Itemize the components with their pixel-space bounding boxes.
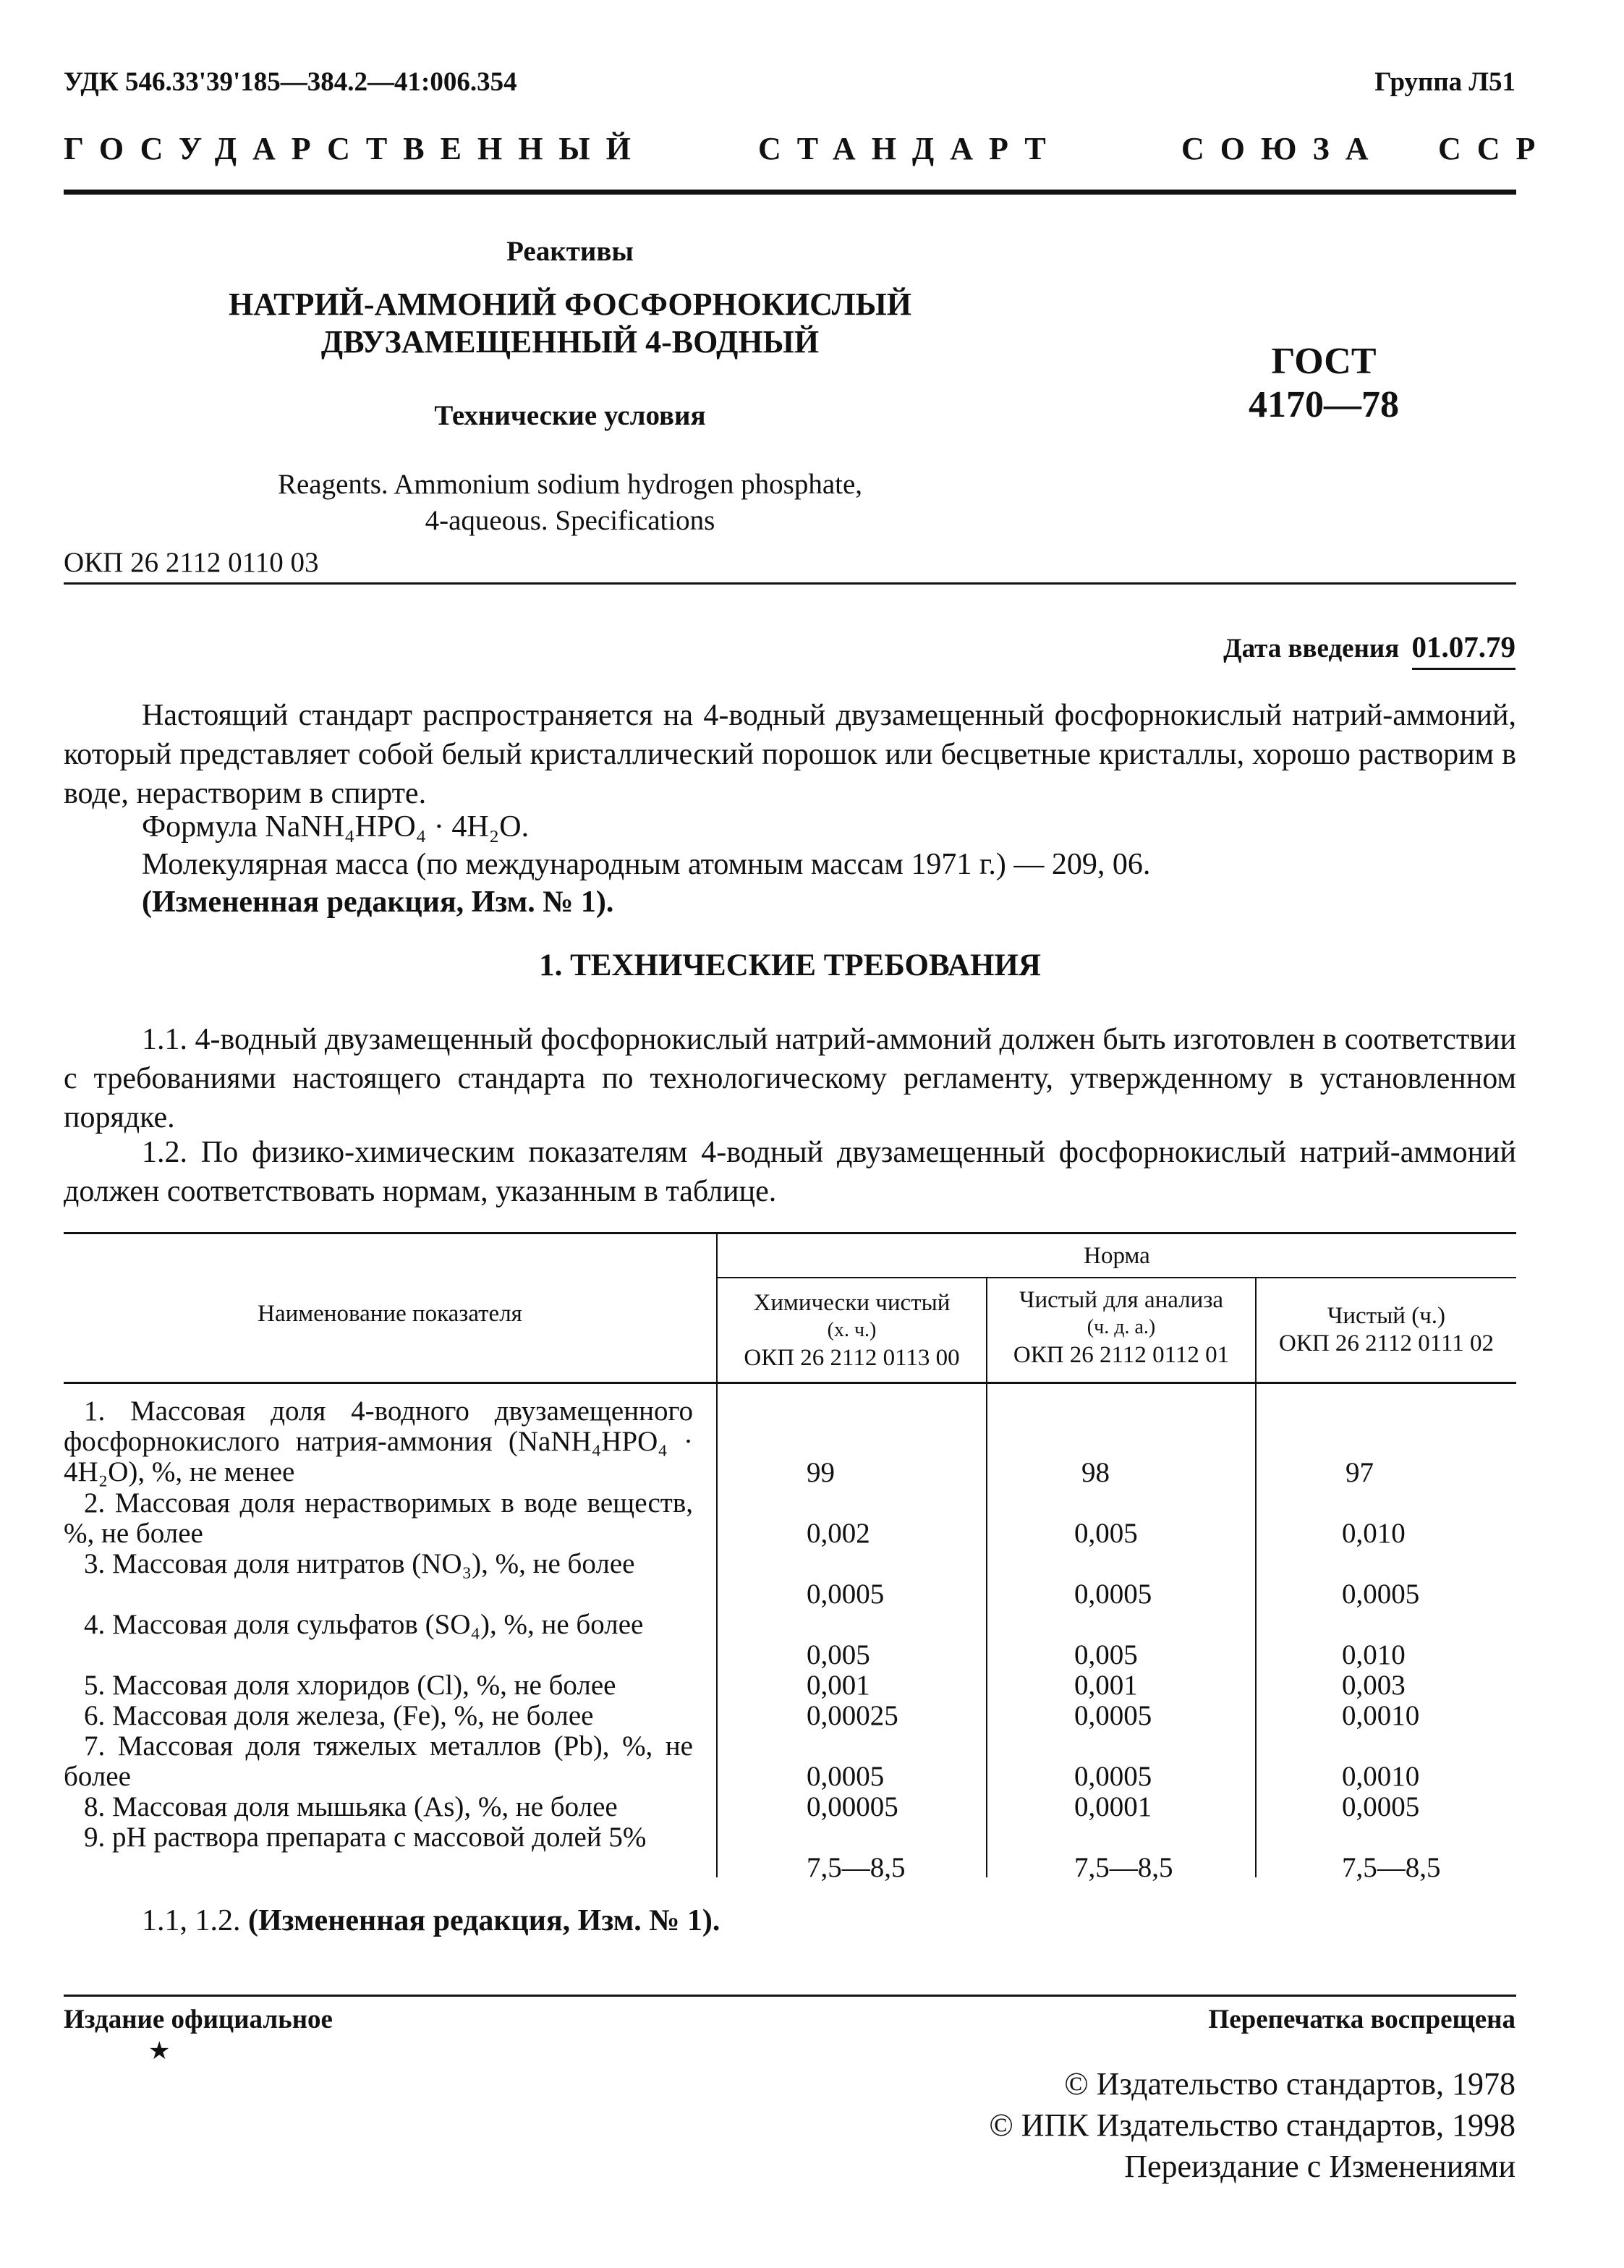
copyright-1978: © Издательство стандартов, 1978 xyxy=(1064,2066,1515,2102)
intro-amendment: (Измененная редакция, Изм. № 1). xyxy=(142,885,614,919)
section-heading: 1. ТЕХНИЧЕСКИЕ ТРЕБОВАНИЯ xyxy=(539,948,1041,982)
intro-date xyxy=(1223,629,1515,664)
after-table-clauses: 1.1, 1.2. xyxy=(142,1904,241,1937)
after-table-amend-text: (Измененная редакция, Изм. № 1). xyxy=(248,1904,720,1937)
table-row-1-name: 1. Массовая доля 4-водного двузамещенного фосфорнокислого натрия-аммония (NaNH₄HPO₄ · 4H₂O), %, не менее xyxy=(64,1396,693,1487)
table-top-rule xyxy=(64,1232,1516,1234)
table-row-2-v1: 0,002 xyxy=(807,1518,870,1549)
table-row-9-name: 9. pH раствора препарата с массовой долей 5% xyxy=(84,1822,647,1853)
col-header-name: Наименование показателя xyxy=(258,1301,522,1327)
table-row-4-v2: 0,005 xyxy=(1074,1639,1138,1670)
header-rule xyxy=(64,190,1516,195)
copyright-block xyxy=(989,2063,1515,2187)
clause-1-2: 1.2. По физико-химическим показателям 4-водный двузамещенный фосфорнокислый натрий-аммоний должен соответствовать нормам, указанным в таблице. xyxy=(64,1136,1516,1208)
gost-number: 4170—78 xyxy=(1249,384,1399,425)
group-code: Группа Л51 xyxy=(1374,67,1515,97)
grade-1-line-3: ОКП 26 2112 0113 00 xyxy=(744,1345,960,1371)
banner-word-3: СОЮЗА xyxy=(1181,131,1385,166)
table-row-3-v1: 0,0005 xyxy=(807,1579,885,1610)
grade-header-2 xyxy=(987,1286,1255,1369)
grade-header-3 xyxy=(1257,1302,1516,1357)
reprint-notice: Перепечатка воспрещена xyxy=(1208,2005,1515,2034)
table-row-2-v2: 0,005 xyxy=(1074,1518,1138,1549)
table-norm-rule xyxy=(718,1277,1516,1278)
table-row-6-v1: 0,00025 xyxy=(807,1700,898,1731)
table-row-7-v2: 0,0005 xyxy=(1074,1761,1152,1792)
after-table-amendment xyxy=(142,1901,720,1940)
grade-3-line-1: Чистый (ч.) xyxy=(1327,1303,1446,1329)
table-row-3-v3: 0,0005 xyxy=(1342,1579,1420,1610)
english-title-line-2: 4-aqueous. Specifications xyxy=(425,505,715,536)
table-row-8-v1: 0,00005 xyxy=(807,1791,898,1822)
table-header-rule xyxy=(64,1382,1516,1384)
star-icon: ★ xyxy=(148,2038,171,2065)
table-row-9-v2: 7,5—8,5 xyxy=(1074,1852,1173,1883)
banner-word-2: СТАНДАРТ xyxy=(758,131,1062,166)
title-line-1: НАТРИЙ-АММОНИЙ ФОСФОРНОКИСЛЫЙ xyxy=(229,286,911,322)
table-row-1-v1: 99 xyxy=(807,1457,835,1488)
official-edition: Издание официальное xyxy=(64,2005,333,2034)
english-title xyxy=(64,467,1076,539)
table-row-1-v2: 98 xyxy=(1081,1457,1110,1488)
udk-code: УДК 546.33'39'185—384.2—41:006.354 xyxy=(64,67,517,97)
copyright-1998: © ИПК Издательство стандартов, 1998 xyxy=(989,2107,1515,2143)
intro-date-value: 01.07.79 xyxy=(1412,630,1516,670)
table-row-6-v2: 0,0005 xyxy=(1074,1700,1152,1731)
gost-label: ГОСТ xyxy=(1271,341,1377,382)
banner-word-4: ССР xyxy=(1438,131,1552,166)
table-row-4-name: 4. Массовая доля сульфатов (SO₄), %, не более xyxy=(84,1609,644,1640)
english-title-line-1: Reagents. Ammonium sodium hydrogen phosphate, xyxy=(277,469,863,500)
table-row-4-v1: 0,005 xyxy=(807,1639,870,1670)
col-header-norm: Норма xyxy=(1084,1243,1150,1269)
table-row-7-v1: 0,0005 xyxy=(807,1761,885,1792)
banner-word-1: ГОСУДАРСТВЕННЫЙ xyxy=(64,131,647,166)
gost-designation xyxy=(1215,340,1432,427)
table-row-9-v3: 7,5—8,5 xyxy=(1342,1852,1441,1883)
grade-3-line-2: ОКП 26 2112 0111 02 xyxy=(1279,1330,1494,1356)
table-vline-3 xyxy=(1255,1278,1257,1877)
intro-date-label: Дата введения xyxy=(1223,634,1400,663)
table-row-3-name: 3. Массовая доля нитратов (NO₃), %, не более xyxy=(84,1548,635,1579)
grade-2-line-1: Чистый для анализа xyxy=(1019,1287,1223,1313)
grade-2-line-2: (ч. д. а.) xyxy=(1087,1316,1156,1338)
table-row-7-v3: 0,0010 xyxy=(1342,1761,1420,1792)
table-row-1-v3: 97 xyxy=(1345,1457,1374,1488)
tech-conditions: Технические условия xyxy=(434,400,706,431)
reagents-label: Реактивы xyxy=(506,236,634,267)
formula-label: Формула xyxy=(142,810,258,844)
table-row-8-name: 8. Массовая доля мышьяка (As), %, не более xyxy=(84,1791,618,1822)
grade-2-line-3: ОКП 26 2112 0112 01 xyxy=(1013,1342,1230,1368)
molar-mass: Молекулярная масса (по международным атомным массам 1971 г.) — 209, 06. xyxy=(142,848,1151,881)
title-rule xyxy=(64,582,1516,585)
footer-rule xyxy=(64,1995,1516,1997)
table-row-5-v1: 0,001 xyxy=(807,1670,870,1701)
title-line-2: ДВУЗАМЕЩЕННЫЙ 4-ВОДНЫЙ xyxy=(320,324,820,360)
table-row-6-name: 6. Массовая доля железа, (Fe), %, не более xyxy=(84,1700,594,1731)
table-row-4-v3: 0,010 xyxy=(1342,1639,1406,1670)
formula-value: NaNH₄HPO₄ · 4H₂O. xyxy=(265,810,530,844)
grade-header-1 xyxy=(718,1289,986,1372)
okp-code: ОКП 26 2112 0110 03 xyxy=(64,547,319,578)
table-row-5-name: 5. Массовая доля хлоридов (Cl), %, не более xyxy=(84,1670,616,1701)
document-title xyxy=(64,286,1076,361)
clause-1-1: 1.1. 4-водный двузамещенный фосфорнокислый натрий-аммоний должен быть изготовлен в соответствии с требованиями настоящего стандарта по технологическому регламенту, утвержденному в установленном порядке. xyxy=(64,1023,1517,1134)
intro-paragraph: Настоящий стандарт распространяется на 4-водный двузамещенный фосфорнокислый натрий-аммоний, который представляет собой белый кристаллический порошок или бесцветные кристаллы, хорошо растворим в воде, нерастворим в спирте. xyxy=(64,699,1516,810)
table-row-5-v3: 0,003 xyxy=(1342,1670,1406,1701)
table-row-3-v2: 0,0005 xyxy=(1074,1579,1152,1610)
grade-1-line-1: Химически чистый xyxy=(753,1290,951,1316)
table-row-2-name: 2. Массовая доля нерастворимых в воде веществ, %, не более xyxy=(64,1487,693,1549)
table-row-2-v3: 0,010 xyxy=(1342,1518,1406,1549)
table-row-9-v1: 7,5—8,5 xyxy=(807,1852,906,1883)
reissue-note: Переиздание с Изменениями xyxy=(1124,2149,1515,2184)
formula-line xyxy=(142,807,529,846)
table-row-5-v2: 0,001 xyxy=(1074,1670,1138,1701)
table-row-8-v3: 0,0005 xyxy=(1342,1791,1420,1822)
table-row-8-v2: 0,0001 xyxy=(1074,1791,1152,1822)
grade-1-line-2: (х. ч.) xyxy=(827,1319,877,1341)
table-row-6-v3: 0,0010 xyxy=(1342,1700,1420,1731)
table-row-7-name: 7. Массовая доля тяжелых металлов (Pb), %, не более xyxy=(64,1730,693,1792)
